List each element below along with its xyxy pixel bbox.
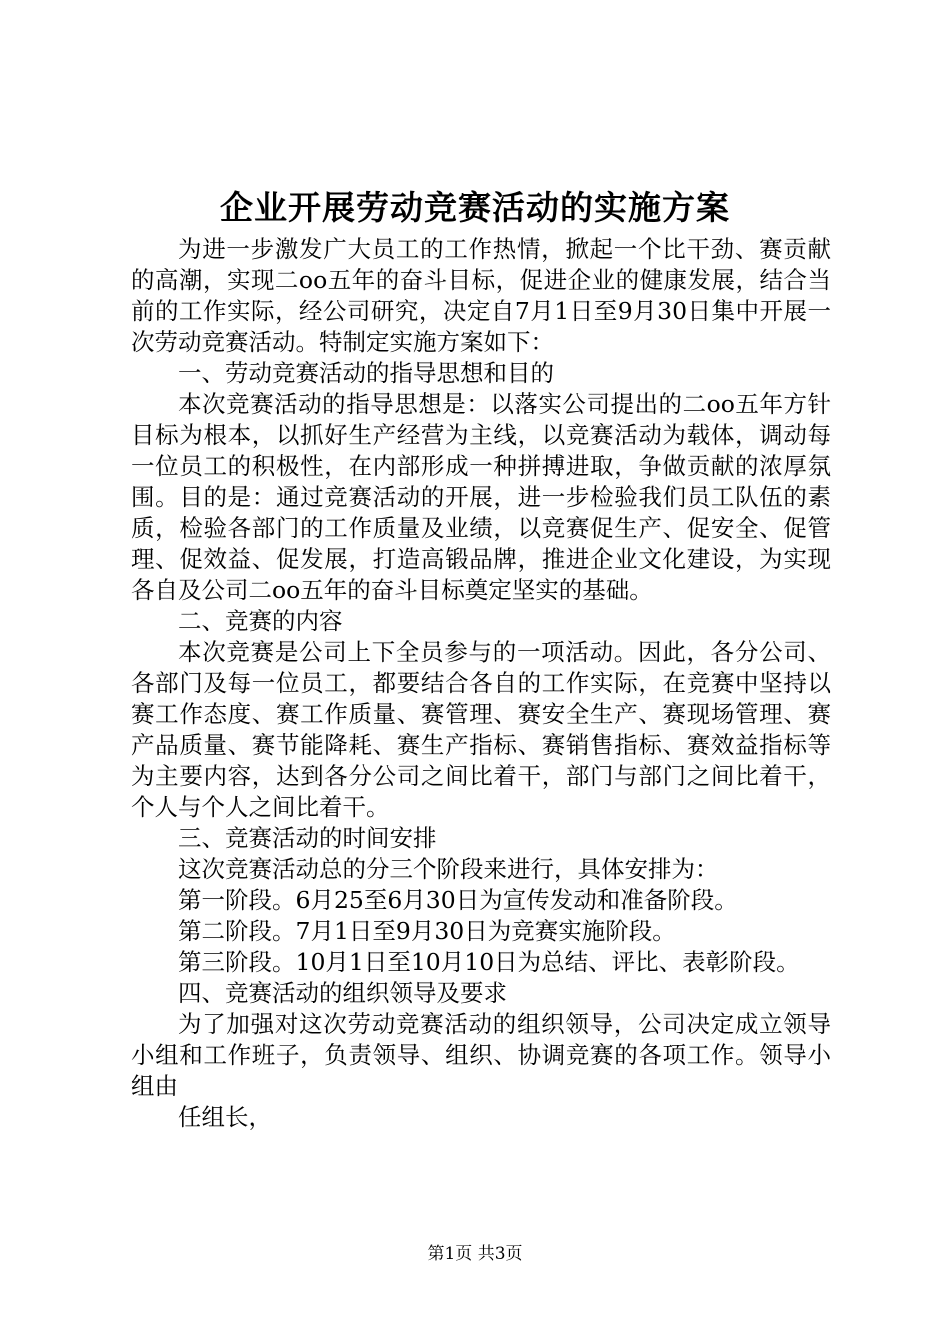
schedule-phase-3: 第三阶段。10月1日至10月10日为总结、评比、表彰阶段。	[178, 948, 800, 976]
schedule-intro: 这次竞赛活动总的分三个阶段来进行，具体安排为：	[178, 855, 719, 883]
section-2-paragraph: 本次竞赛是公司上下全员参与的一项活动。因此，各分公司、各部门及每一位员工，都要结合各自的工作实际，在竞赛中坚持以赛工作态度、赛工作质量、赛管理、赛安全生产、赛现场管理、赛产品质量、赛节能降耗、赛生产指标、赛销售指标、赛效益指标等为主要内容，达到各分公司之间比着干，部门与部门之间比着干，个人与个人之间比着干。	[131, 638, 831, 821]
leader-line: 任组长，	[178, 1103, 272, 1131]
section-4-paragraph: 为了加强对这次劳动竞赛活动的组织领导，公司决定成立领导小组和工作班子，负责领导、组织、协调竞赛的各项工作。领导小组由	[131, 1010, 831, 1100]
document-title: 企业开展劳动竞赛活动的实施方案	[220, 188, 730, 227]
section-heading-1: 一、劳动竞赛活动的指导思想和目的	[178, 359, 554, 387]
section-heading-4: 四、竞赛活动的组织领导及要求	[178, 979, 507, 1007]
intro-paragraph: 为进一步激发广大员工的工作热情，掀起一个比干劲、赛贡献的高潮，实现二oo五年的奋斗目标，促进企业的健康发展，结合当前的工作实际，经公司研究，决定自7月1日至9月30日集中开展一次劳动竞赛活动。特制定实施方案如下：	[131, 235, 831, 356]
section-1-paragraph: 本次竞赛活动的指导思想是：以落实公司提出的二oo五年方针目标为根本，以抓好生产经营为主线，以竞赛活动为载体，调动每一位员工的积极性，在内部形成一种拼搏进取，争做贡献的浓厚氛围。目的是：通过竞赛活动的开展，进一步检验我们员工队伍的素质，检验各部门的工作质量及业绩，以竞赛促生产、促安全、促管理、促效益、促发展，打造高锻品牌，推进企业文化建设，为实现各自及公司二oo五年的奋斗目标奠定坚实的基础。	[131, 390, 831, 604]
document-body	[131, 234, 831, 1133]
section-heading-3: 三、竞赛活动的时间安排	[178, 824, 437, 852]
schedule-phase-1: 第一阶段。6月25至6月30日为宣传发动和准备阶段。	[178, 886, 738, 914]
section-heading-2: 二、竞赛的内容	[178, 607, 343, 635]
page-number-footer: 第1页 共3页	[427, 1244, 523, 1264]
schedule-phase-2: 第二阶段。7月1日至9月30日为竞赛实施阶段。	[178, 917, 676, 945]
